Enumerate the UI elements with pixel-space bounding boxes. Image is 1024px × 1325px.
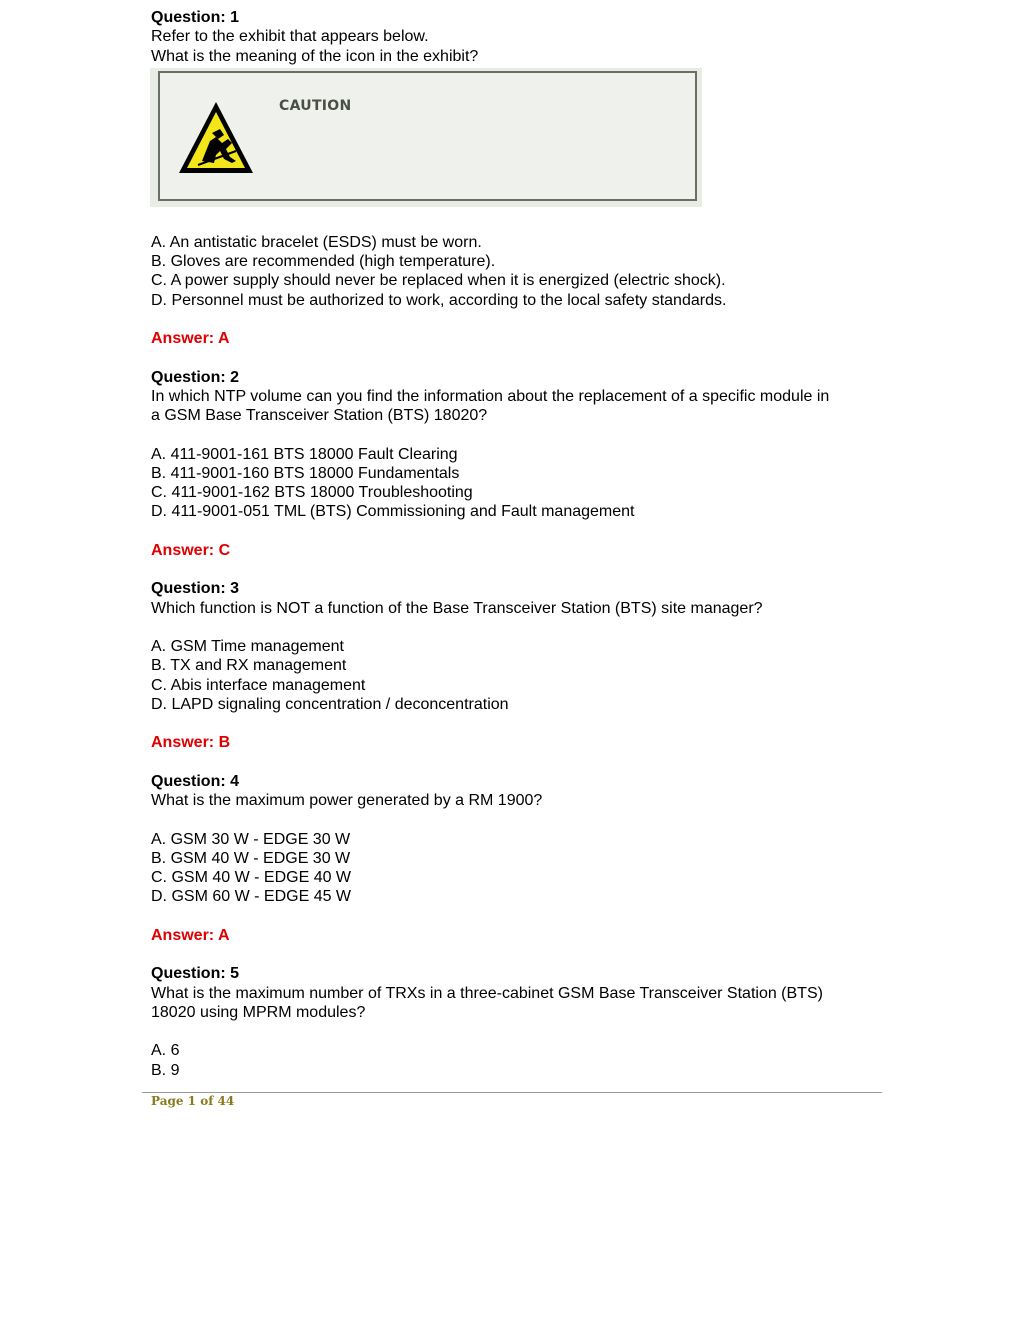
answer-option: A. GSM Time management (151, 638, 344, 655)
caution-label: CAUTION (279, 97, 352, 114)
answer-option: B. Gloves are recommended (high temperature). (151, 253, 496, 270)
answer-option: A. 6 (151, 1042, 180, 1060)
question-prompt: In which NTP volume can you find the information about the replacement of a specific module in (151, 387, 830, 405)
question-heading: Question: 2 (151, 368, 240, 386)
question-prompt: What is the maximum number of TRXs in a three-cabinet GSM Base Transceiver Station (BTS) (151, 984, 823, 1002)
answer-option: C. A power supply should never be replaced when it is energized (electric shock). (151, 272, 726, 290)
esd-warning-icon (176, 99, 256, 177)
answer-option: B. TX and RX management (151, 657, 347, 675)
correct-answer: Answer: A (151, 926, 230, 944)
question-block (151, 964, 871, 1080)
question-prompt: 18020 using MPRM modules? (151, 1003, 366, 1021)
answer-option: D. Personnel must be authorized to work, according to the local safety standards. (151, 291, 727, 309)
answer-option: D. GSM 60 W - EDGE 45 W (151, 888, 352, 906)
question-block (151, 772, 871, 965)
page-number: Page 1 of 44 (151, 1094, 235, 1108)
question-heading: Question: 4 (151, 772, 240, 790)
question-prompt: Which function is NOT a function of the Base Transceiver Station (BTS) site manager? (151, 599, 763, 617)
question-block (151, 368, 871, 580)
answer-option: B. 411-9001-160 BTS 18000 Fundamentals (151, 464, 460, 482)
answer-option: A. 411-9001-161 BTS 18000 Fault Clearing (151, 445, 458, 463)
question-prompt: a GSM Base Transceiver Station (BTS) 18020? (151, 407, 488, 424)
question-heading: Question: 5 (151, 965, 240, 983)
answer-option: C. GSM 40 W - EDGE 40 W (151, 869, 352, 886)
exhibit-frame (158, 71, 697, 201)
answer-option: C. Abis interface management (151, 676, 366, 694)
question-block (151, 579, 871, 772)
answer-option: A. GSM 30 W - EDGE 30 W (151, 830, 351, 848)
exhibit-image (150, 68, 702, 207)
question-heading: Question: 1 (151, 9, 240, 26)
question-prompt: What is the maximum power generated by a RM 1900? (151, 792, 543, 809)
question-prompt: What is the meaning of the icon in the exhibit? (151, 47, 479, 65)
question-heading: Question: 3 (151, 580, 240, 598)
question-prompt: Refer to the exhibit that appears below. (151, 28, 429, 46)
answer-option: A. An antistatic bracelet (ESDS) must be worn. (151, 233, 482, 251)
document-body (151, 8, 871, 1080)
correct-answer: Answer: A (151, 330, 230, 347)
correct-answer: Answer: B (151, 734, 231, 752)
correct-answer: Answer: C (151, 541, 231, 559)
question-block (151, 8, 871, 368)
answer-option: B. GSM 40 W - EDGE 30 W (151, 849, 351, 867)
answer-option: C. 411-9001-162 BTS 18000 Troubleshooting (151, 484, 473, 501)
answer-option: D. 411-9001-051 TML (BTS) Commissioning and Fault management (151, 503, 635, 521)
footer-divider (142, 1092, 882, 1093)
answer-option: B. 9 (151, 1061, 180, 1079)
answer-option: D. LAPD signaling concentration / deconcentration (151, 695, 509, 713)
